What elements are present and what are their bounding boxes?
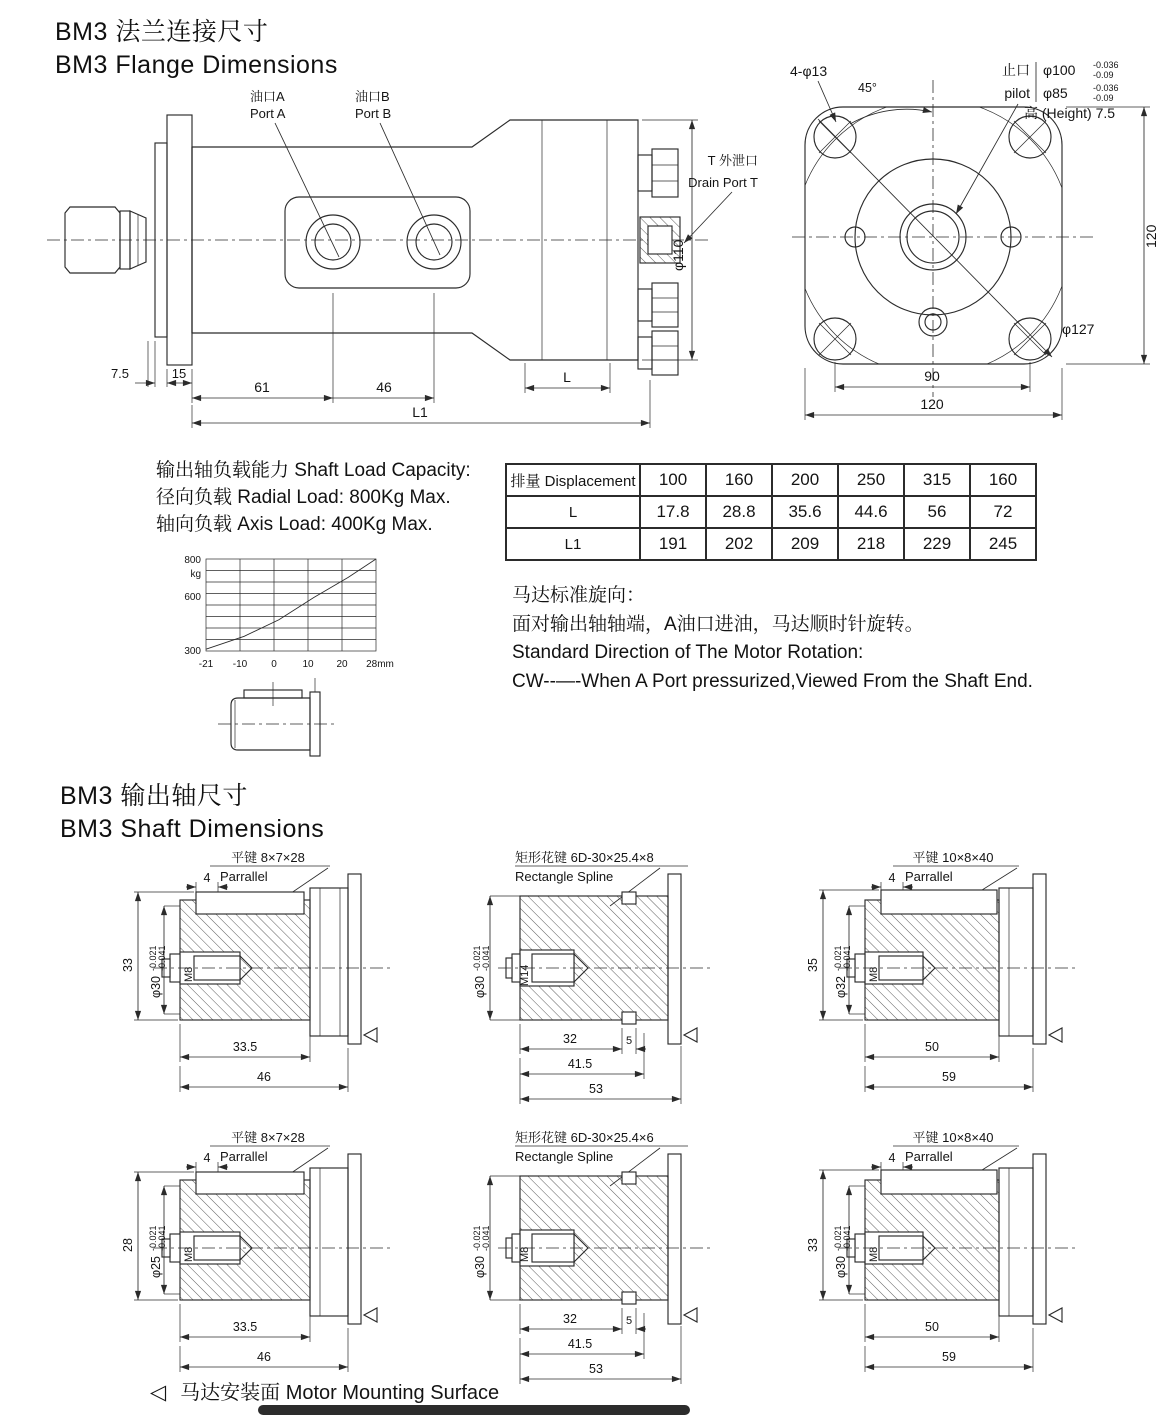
load-capacity-note bbox=[156, 458, 471, 539]
spline-label-cn: 矩形花键 6D-30×25.4×6 bbox=[515, 1130, 654, 1145]
rotation-line3: Standard Direction of The Motor Rotation: bbox=[512, 642, 864, 663]
xtick: 10 bbox=[302, 659, 314, 670]
rotation-line2: 面对输出轴轴端，A油口进油，马达顺时针旋转。 bbox=[512, 613, 924, 635]
pilot-label-en: pilot bbox=[1004, 85, 1030, 101]
port-a-circle bbox=[306, 215, 360, 269]
mounting-plate bbox=[348, 874, 361, 1044]
ytick-300: 300 bbox=[184, 646, 201, 657]
load-chart bbox=[168, 553, 393, 675]
table-row: L 17.8 28.8 35.6 44.6 56 72 bbox=[506, 496, 1036, 528]
dim-len2: 46 bbox=[257, 1070, 271, 1084]
thread-label: M8 bbox=[868, 1246, 880, 1262]
displacement-table bbox=[505, 463, 1037, 561]
dim-len3: 53 bbox=[589, 1362, 603, 1376]
pilot-height-label: 高 (Height) 7.5 bbox=[1024, 105, 1116, 121]
dim-outer: 33 bbox=[121, 958, 135, 972]
dim-len1: 32 bbox=[563, 1032, 577, 1046]
dim-outer: 35 bbox=[806, 958, 820, 972]
shaft-drawing-2 bbox=[420, 848, 720, 1110]
flange-section-title bbox=[55, 16, 338, 82]
dim-L: L bbox=[563, 369, 571, 385]
port-block bbox=[285, 197, 470, 288]
key-label-en: Parrallel bbox=[905, 1149, 953, 1164]
holes-label: 4-φ13 bbox=[790, 63, 828, 79]
dim-7-5: 7.5 bbox=[110, 366, 130, 381]
rotation-line1: 马达标准旋向： bbox=[512, 585, 646, 606]
ytick-800: 800 bbox=[184, 555, 201, 566]
bottom-bar bbox=[258, 1405, 690, 1415]
dia110-label: φ110 bbox=[670, 239, 686, 271]
dim-len1: 50 bbox=[925, 1040, 939, 1054]
svg-text:-0.036: -0.036 bbox=[1093, 83, 1119, 93]
xtick: 0 bbox=[271, 659, 277, 670]
svg-text:-0.041: -0.041 bbox=[842, 945, 852, 971]
dim-len2: 59 bbox=[942, 1350, 956, 1364]
shaft-title-cn: BM3 输出轴尺寸 bbox=[60, 782, 248, 810]
dim-120-right: 120 bbox=[1143, 224, 1159, 248]
key-label-en: Parrallel bbox=[905, 869, 953, 884]
dim-len1: 32 bbox=[563, 1312, 577, 1326]
dim-len1: 33.5 bbox=[232, 1320, 258, 1334]
load-capacity-line2: 径向负载 Radial Load: 800Kg Max. bbox=[156, 486, 451, 508]
key-slot bbox=[881, 890, 997, 914]
dim-offset: 4 bbox=[888, 871, 896, 885]
drain-label-cn: T 外泄口 bbox=[707, 153, 758, 168]
dim-len2: 41.5 bbox=[567, 1057, 593, 1071]
dim-len1: 50 bbox=[925, 1320, 939, 1334]
dim-outer: 33 bbox=[806, 1238, 820, 1252]
svg-text:-0.021: -0.021 bbox=[472, 945, 482, 971]
motor-front-band bbox=[999, 888, 1033, 1036]
key-label-cn: 平键 10×8×40 bbox=[912, 850, 994, 865]
chart-grid bbox=[206, 559, 376, 651]
dia-label: φ30 bbox=[149, 975, 163, 998]
svg-text:-0.021: -0.021 bbox=[148, 1225, 158, 1251]
spline-label-en: Rectangle Spline bbox=[515, 1149, 614, 1164]
dim-46: 46 bbox=[376, 379, 392, 395]
rotation-line4: CW--—-When A Port pressurized,Viewed From the Shaft End. bbox=[512, 670, 1033, 692]
svg-text:-0.09: -0.09 bbox=[1093, 70, 1114, 80]
mounting-surface-marker bbox=[364, 1028, 377, 1042]
dia-label: φ30 bbox=[473, 975, 487, 998]
dim-15: 15 bbox=[171, 366, 187, 381]
shaft-drawing-1 bbox=[100, 848, 400, 1110]
key-label-cn: 平键 8×7×28 bbox=[231, 850, 305, 865]
mounting-surface-marker bbox=[684, 1028, 697, 1042]
y-unit: kg bbox=[190, 569, 201, 580]
mounting-surface-marker-icon: ◁ bbox=[150, 1381, 167, 1404]
svg-text:-0.021: -0.021 bbox=[472, 1225, 482, 1251]
key-label-cn: 平键 10×8×40 bbox=[912, 1130, 994, 1145]
dim-notch: 5 bbox=[625, 1315, 633, 1327]
load-capacity-line3: 轴向负载 Axis Load: 400Kg Max. bbox=[156, 513, 433, 535]
mounting-holes bbox=[814, 116, 1051, 360]
dim-offset: 4 bbox=[203, 871, 211, 885]
xtick: -21 bbox=[198, 659, 214, 670]
thread-label: M8 bbox=[183, 966, 195, 982]
motor-front-band bbox=[999, 1168, 1033, 1316]
load-curve bbox=[206, 559, 376, 649]
svg-text:-0.041: -0.041 bbox=[157, 945, 167, 971]
thread-label: M8 bbox=[183, 1246, 195, 1262]
mounting-plate bbox=[1033, 874, 1046, 1044]
spline-label-cn: 矩形花键 6D-30×25.4×8 bbox=[515, 850, 654, 865]
mounting-surface-marker bbox=[1049, 1308, 1062, 1322]
dim-len1: 33.5 bbox=[232, 1040, 258, 1054]
motor-front-band bbox=[310, 1168, 348, 1316]
port-a-label-en: Port A bbox=[250, 106, 286, 121]
dim-notch: 5 bbox=[625, 1035, 633, 1047]
load-capacity-line1: 输出轴负载能力 Shaft Load Capacity: bbox=[156, 460, 471, 481]
port-b-label-en: Port B bbox=[355, 106, 392, 121]
svg-text:-0.041: -0.041 bbox=[157, 1225, 167, 1251]
port-b-label-cn: 油口B bbox=[355, 89, 390, 104]
rotation-note bbox=[512, 582, 1033, 696]
shaft-end-sketch bbox=[212, 676, 342, 764]
dim-120-bottom: 120 bbox=[920, 396, 944, 412]
dim-len3: 53 bbox=[589, 1082, 603, 1096]
dim-offset: 4 bbox=[203, 1151, 211, 1165]
dim-len2: 41.5 bbox=[567, 1337, 593, 1351]
svg-text:-0.021: -0.021 bbox=[833, 1225, 843, 1251]
thread-label: M8 bbox=[519, 1246, 531, 1262]
footer-cn: 马达安装面 bbox=[180, 1382, 281, 1404]
d127-label: φ127 bbox=[1062, 321, 1095, 337]
svg-text:-0.036: -0.036 bbox=[1093, 60, 1119, 70]
xtick: -10 bbox=[232, 659, 248, 670]
dia-label: φ30 bbox=[473, 1255, 487, 1278]
svg-text:-0.041: -0.041 bbox=[481, 1225, 491, 1251]
ytick-600: 600 bbox=[184, 592, 201, 603]
mounting-plate bbox=[668, 874, 681, 1044]
port-a-label-cn: 油口A bbox=[250, 89, 285, 104]
mounting-plate bbox=[1033, 1154, 1046, 1324]
svg-text:-0.09: -0.09 bbox=[1093, 93, 1114, 103]
drain-label-en: Drain Port T bbox=[688, 175, 758, 190]
spline-label-en: Rectangle Spline bbox=[515, 869, 614, 884]
svg-text:-0.021: -0.021 bbox=[148, 945, 158, 971]
table-row: L1 191 202 209 218 229 245 bbox=[506, 528, 1036, 560]
thread-label: M14 bbox=[519, 964, 531, 986]
mounting-surface-marker bbox=[1049, 1028, 1062, 1042]
xtick: 28mm bbox=[366, 659, 394, 670]
table-header-cell: 排量 Displacement bbox=[506, 464, 640, 496]
shaft-drawing-5 bbox=[420, 1128, 720, 1390]
key-label-en: Parrallel bbox=[220, 869, 268, 884]
mounting-plate bbox=[668, 1154, 681, 1324]
dim-offset: 4 bbox=[888, 1151, 896, 1165]
shaft-title-en: BM3 Shaft Dimensions bbox=[60, 815, 325, 843]
angle-label: 45° bbox=[858, 81, 877, 95]
motor-side-view-drawing bbox=[42, 85, 762, 445]
flange-title-en: BM3 Flange Dimensions bbox=[55, 51, 338, 79]
flange-front-view-drawing bbox=[790, 62, 1170, 434]
dim-61: 61 bbox=[254, 379, 270, 395]
thread-label: M8 bbox=[868, 966, 880, 982]
dia-label: φ30 bbox=[834, 1255, 848, 1278]
dim-L1: L1 bbox=[412, 404, 428, 420]
shaft-section-title bbox=[60, 780, 324, 846]
dim-90: 90 bbox=[924, 368, 940, 384]
shaft-drawing-4 bbox=[100, 1128, 400, 1390]
key-slot bbox=[196, 1172, 304, 1194]
d100-label: φ100 bbox=[1043, 62, 1076, 78]
svg-text:-0.021: -0.021 bbox=[833, 945, 843, 971]
dia-label: φ25 bbox=[149, 1255, 163, 1278]
mounting-surface-note bbox=[150, 1376, 499, 1405]
d85-label: φ85 bbox=[1043, 85, 1068, 101]
shaft-drawing-3 bbox=[785, 848, 1085, 1110]
footer-en: Motor Mounting Surface bbox=[285, 1382, 500, 1404]
dim-len2: 59 bbox=[942, 1070, 956, 1084]
dim-len2: 46 bbox=[257, 1350, 271, 1364]
mounting-plate bbox=[348, 1154, 361, 1324]
mounting-surface-marker bbox=[684, 1308, 697, 1322]
mounting-surface-marker bbox=[364, 1308, 377, 1322]
key-slot bbox=[881, 1170, 997, 1194]
svg-text:-0.041: -0.041 bbox=[481, 945, 491, 971]
motor-front-band bbox=[310, 888, 348, 1036]
key-label-cn: 平键 8×7×28 bbox=[231, 1130, 305, 1145]
flange-title-cn: BM3 法兰连接尺寸 bbox=[55, 18, 269, 46]
table-row: 排量 Displacement 100 160 200 250 315 160 bbox=[506, 464, 1036, 496]
xtick: 20 bbox=[336, 659, 348, 670]
svg-text:-0.041: -0.041 bbox=[842, 1225, 852, 1251]
shaft-drawing-6 bbox=[785, 1128, 1085, 1390]
dia-label: φ32 bbox=[834, 975, 848, 998]
key-label-en: Parrallel bbox=[220, 1149, 268, 1164]
pilot-label-cn: 止口 bbox=[1002, 62, 1030, 78]
dim-outer: 28 bbox=[121, 1238, 135, 1252]
key-slot bbox=[196, 892, 304, 914]
